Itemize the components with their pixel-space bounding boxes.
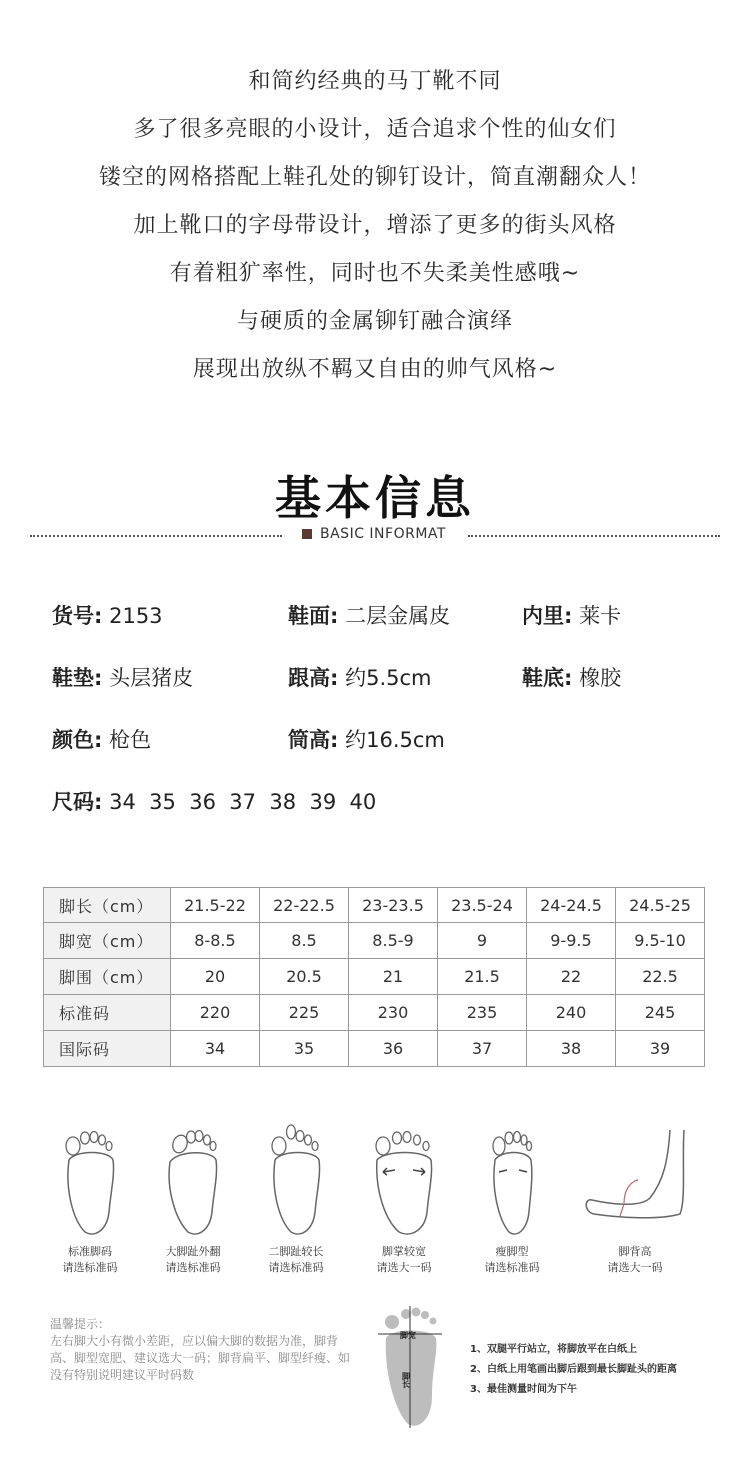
- measure-width-label: 脚宽: [400, 1331, 416, 1340]
- info-item-sole: 鞋底: 橡胶: [522, 666, 622, 690]
- info-item-heel-height: 跟高: 约5.5cm: [288, 666, 432, 690]
- foot-type-long-second-toe: [246, 1120, 346, 1276]
- table-cell: 21.5-22: [171, 888, 260, 923]
- tips-title: 温馨提示：: [50, 1317, 111, 1331]
- square-bullet-icon: [302, 529, 312, 539]
- row-header: 脚长（cm）: [44, 888, 171, 923]
- intro-line: 与硬质的金属铆钉融合演绎: [236, 309, 513, 334]
- info-item-insole: 鞋垫: 头层猪皮: [52, 666, 194, 690]
- table-cell: 245: [616, 995, 705, 1031]
- table-cell: 23.5-24: [438, 888, 527, 923]
- section-divider: [30, 526, 720, 546]
- foot-measure-icon: [376, 1300, 446, 1430]
- info-row: [52, 724, 712, 786]
- table-cell: 21.5: [438, 959, 527, 995]
- basic-info: [52, 600, 712, 848]
- table-cell: 235: [438, 995, 527, 1031]
- table-cell: 34: [171, 1031, 260, 1067]
- foot-type-high-instep: [580, 1120, 690, 1276]
- table-cell: 9.5-10: [616, 923, 705, 959]
- table-cell: 9: [438, 923, 527, 959]
- section-title: 基本信息: [275, 471, 475, 525]
- table-row: [44, 888, 705, 923]
- intro-text: [0, 58, 750, 394]
- table-cell: 23-23.5: [349, 888, 438, 923]
- table-cell: 9-9.5: [527, 923, 616, 959]
- table-cell: 22-22.5: [260, 888, 349, 923]
- table-cell: 8.5-9: [349, 923, 438, 959]
- section-subtitle-text: BASIC INFORMAT: [320, 526, 446, 542]
- info-item-sizes: 尺码: 34 35 36 37 38 39 40: [52, 790, 377, 814]
- foot-type-caption: 标准脚码 请选标准码: [62, 1245, 118, 1274]
- table-cell: 39: [616, 1031, 705, 1067]
- long-toe-foot-icon: [261, 1120, 331, 1238]
- size-chart-table: [43, 887, 705, 1067]
- table-cell: 8-8.5: [171, 923, 260, 959]
- intro-line: 展现出放纵不羁又自由的帅气风格~: [192, 357, 558, 382]
- info-row: [52, 786, 712, 848]
- dotted-line-left: [30, 535, 282, 537]
- measure-step: 1、双腿平行站立，将脚放平在白纸上: [470, 1344, 637, 1355]
- measure-length-label: 脚长: [401, 1372, 411, 1388]
- table-cell: 22: [527, 959, 616, 995]
- intro-line: 镂空的网格搭配上鞋孔处的铆钉设计，简直潮翻众人！: [98, 165, 651, 190]
- intro-line: 和简约经典的马丁靴不同: [248, 69, 502, 94]
- info-item-shaft-height: 筒高: 约16.5cm: [288, 728, 445, 752]
- row-header: 脚宽（cm）: [44, 923, 171, 959]
- dotted-line-right: [468, 535, 720, 537]
- info-item-upper: 鞋面: 二层金属皮: [288, 604, 451, 628]
- standard-foot-icon: [55, 1120, 125, 1238]
- foot-type-wide: [354, 1120, 454, 1276]
- table-row: [44, 995, 705, 1031]
- table-cell: 240: [527, 995, 616, 1031]
- row-header: 脚围（cm）: [44, 959, 171, 995]
- info-item-color: 颜色: 枪色: [52, 728, 152, 752]
- foot-type-caption: 大脚趾外翻 请选标准码: [165, 1245, 221, 1274]
- info-item-lining: 内里: 莱卡: [522, 604, 622, 628]
- tips-box: [50, 1316, 350, 1384]
- table-cell: 24.5-25: [616, 888, 705, 923]
- row-header: 国际码: [44, 1031, 171, 1067]
- intro-line: 有着粗犷率性，同时也不失柔美性感哦~: [169, 261, 581, 286]
- table-cell: 21: [349, 959, 438, 995]
- table-cell: 20.5: [260, 959, 349, 995]
- foot-type-standard: [40, 1120, 140, 1276]
- info-item-model: 货号: 2153: [52, 604, 163, 628]
- row-header: 标准码: [44, 995, 171, 1031]
- table-cell: 36: [349, 1031, 438, 1067]
- measure-steps: [470, 1340, 730, 1400]
- intro-line: 多了很多亮眼的小设计，适合追求个性的仙女们: [133, 117, 617, 142]
- foot-type-slim: [462, 1120, 562, 1276]
- foot-type-caption: 二脚趾较长 请选标准码: [268, 1245, 324, 1274]
- table-cell: 38: [527, 1031, 616, 1067]
- info-row: [52, 662, 712, 724]
- foot-type-caption: 瘦脚型 请选标准码: [484, 1245, 540, 1274]
- foot-type-caption: 脚背高 请选大一码: [607, 1245, 663, 1274]
- foot-type-caption: 脚掌较宽 请选大一码: [376, 1245, 432, 1274]
- table-cell: 20: [171, 959, 260, 995]
- table-cell: 225: [260, 995, 349, 1031]
- tips-body: 左右脚大小有微小差距，应以偏大脚的数据为准，脚背高、脚型宽肥、建议选大一码；脚背扁平、脚型纤瘦、如没有特别说明建议平时码数: [50, 1334, 351, 1382]
- table-cell: 8.5: [260, 923, 349, 959]
- intro-line: 加上靴口的字母带设计，增添了更多的街头风格: [133, 213, 617, 238]
- high-instep-foot-icon: [580, 1120, 690, 1238]
- wide-foot-icon: [369, 1120, 439, 1238]
- table-cell: 37: [438, 1031, 527, 1067]
- table-cell: 230: [349, 995, 438, 1031]
- section-subtitle: [302, 526, 446, 542]
- foot-type-guide: [40, 1120, 720, 1280]
- slim-foot-icon: [477, 1120, 547, 1238]
- measure-step: 2、白纸上用笔画出脚后跟到最长脚趾头的距离: [470, 1364, 677, 1375]
- table-cell: 35: [260, 1031, 349, 1067]
- info-row: [52, 600, 712, 662]
- table-cell: 220: [171, 995, 260, 1031]
- measure-step: 3、最佳测量时间为下午: [470, 1384, 577, 1395]
- table-row: [44, 923, 705, 959]
- table-cell: 24-24.5: [527, 888, 616, 923]
- table-row: [44, 1031, 705, 1067]
- bunion-foot-icon: [158, 1120, 228, 1238]
- foot-type-bunion: [143, 1120, 243, 1276]
- table-row: [44, 959, 705, 995]
- table-cell: 22.5: [616, 959, 705, 995]
